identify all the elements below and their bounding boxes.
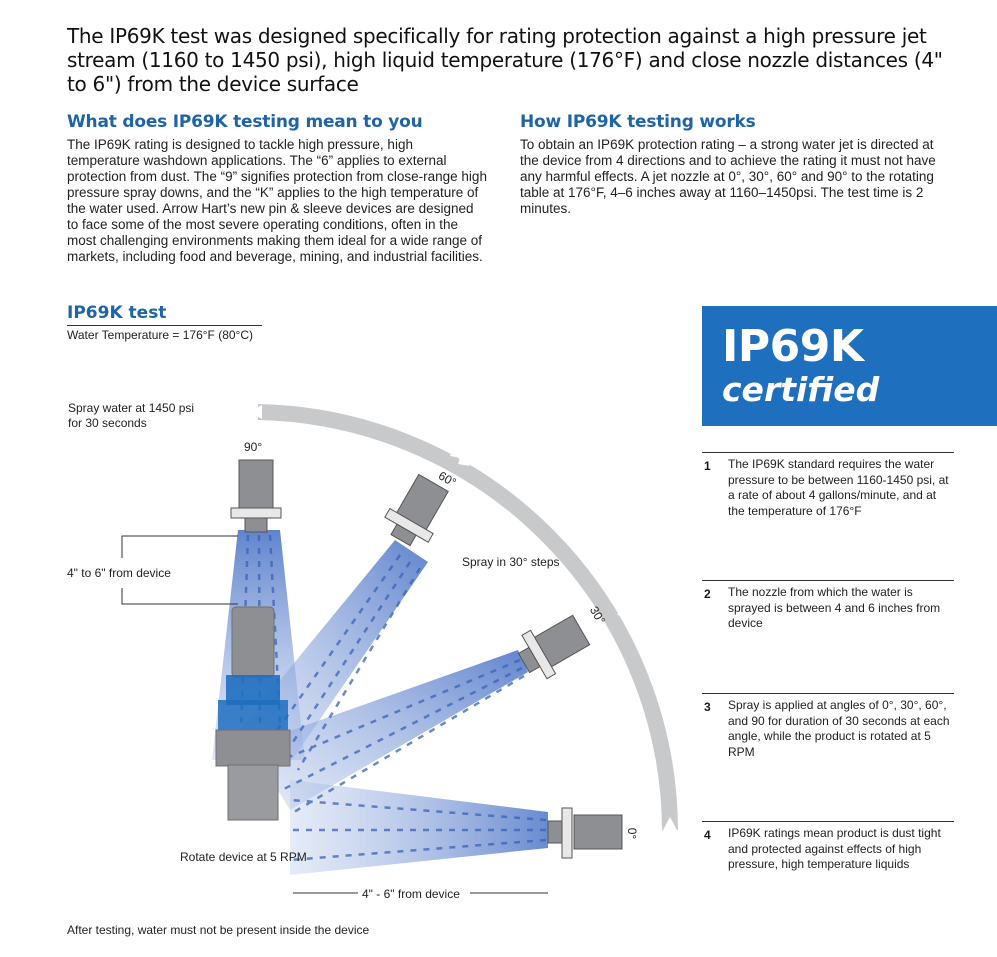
note-text: Spray is applied at angles of 0°, 30°, 60°, and 90 for duration of 30 seconds at each angle, while the product is rotated at 5 RPM xyxy=(728,698,950,759)
angle-30-label: 30° xyxy=(586,603,609,627)
arc-arrow-icon xyxy=(617,603,631,617)
note-item xyxy=(702,821,954,873)
angle-0-label: 0° xyxy=(625,827,640,840)
spray-label-line1: Spray water at 1450 psi xyxy=(68,401,195,415)
angle-60-label: 60° xyxy=(435,468,459,490)
after-testing-note: After testing, water must not be present inside the device xyxy=(67,923,370,937)
left-section-body: The IP69K rating is designed to tackle high pressure, high temperature washdown applications. The “6” applies to external protection from dust. The “9” signifies protection from close-range high pressure spray downs, and the “K” applies to the high temperature of the water used. Arrow Hart’s new pin & sleeve devices are designed to face some of the most severe operating conditions, often in the most challenging environments making them ideal for a wide range of markets, including food and beverage, mining, and industrial facilities. xyxy=(67,137,487,264)
angle-90-label: 90° xyxy=(244,440,263,454)
diagram-title: IP69K test xyxy=(67,303,262,326)
note-number: 4 xyxy=(704,828,711,842)
ip69k-certified-badge xyxy=(702,306,997,426)
spray-steps-label: Spray in 30° steps xyxy=(462,555,560,569)
note-text: IP69K ratings mean product is dust tight and protected against effects of high pressure, high temperature liquids xyxy=(728,826,941,871)
note-text: The IP69K standard requires the water pressure to be between 1160-1450 psi, at a rate of about 4 gallons/minute, and at the temperature of 176°F xyxy=(728,457,949,518)
arc-arrow-icon xyxy=(249,405,262,419)
nozzle-90 xyxy=(239,460,273,508)
headline: The IP69K test was designed specifically for rating protection against a high pressure jet stream (1160 to 1450 psi), high liquid temperature (176°F) and close nozzle distances (4" to 6") from the device surface xyxy=(67,24,943,96)
spray-label-line2: for 30 seconds xyxy=(68,416,147,430)
right-section-body: To obtain an IP69K protection rating – a strong water jet is directed at the device from 4 directions and to achieve the rating it must not have any harmful effects. A jet nozzle at 0°, 30°, 60° and 90° to the rotating table at 176°F, 4–6 inches away at 1160–1450psi. The test time is 2 minutes. xyxy=(520,137,936,216)
note-text: The nozzle from which the water is sprayed is between 4 and 6 inches from device xyxy=(728,585,941,630)
note-item xyxy=(702,693,954,760)
badge-title: IP69K xyxy=(722,321,864,372)
arc-arrow-icon xyxy=(458,452,470,466)
arc-arrow-icon xyxy=(237,405,250,419)
vertical-distance-label: 4" to 6" from device xyxy=(67,566,171,580)
note-number: 2 xyxy=(704,587,711,601)
left-section-heading: What does IP69K testing mean to you xyxy=(67,112,423,132)
horizontal-distance-label: 4" - 6" from device xyxy=(362,887,460,901)
rotate-label: Rotate device at 5 RPM xyxy=(180,850,307,864)
right-section-heading: How IP69K testing works xyxy=(520,112,756,132)
nozzle-0 xyxy=(574,815,622,849)
note-number: 1 xyxy=(704,459,711,473)
spray-0 xyxy=(290,780,548,875)
arc-arrow-icon xyxy=(450,444,462,458)
water-temperature: Water Temperature = 176°F (80°C) xyxy=(67,328,254,342)
arc-arrow-icon xyxy=(663,829,677,842)
badge-subtitle: certified xyxy=(722,370,880,409)
arc-arrow-icon xyxy=(612,590,626,604)
note-item xyxy=(702,580,954,632)
note-item xyxy=(702,452,954,519)
note-number: 3 xyxy=(704,700,711,714)
